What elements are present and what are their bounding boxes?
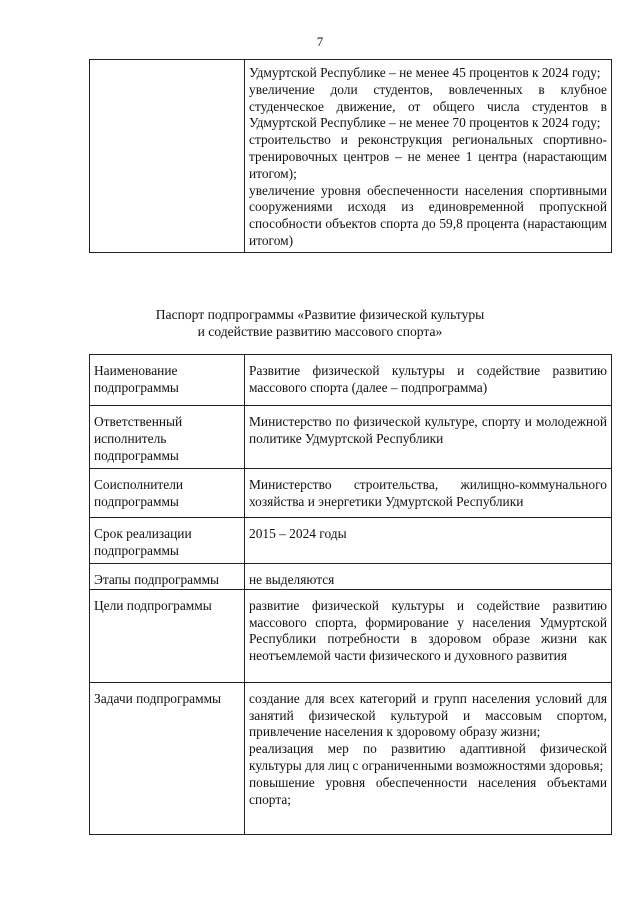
task-line: создание для всех категорий и групп населения условий для занятий физической культурой и массовым спортом, привлечение населения к здоровому образу жизни; (249, 690, 607, 740)
row-label: Срок реализации подпрограммы (90, 518, 245, 564)
passport-table (89, 354, 612, 835)
row-value: 2015 – 2024 годы (245, 518, 612, 564)
task-line: повышение уровня обеспеченности населения объектами спорта; (249, 774, 607, 807)
row-value: Развитие физической культуры и содействие развитию массового спорта (далее – подпрограмма) (245, 355, 612, 406)
continued-label-cell (90, 60, 245, 253)
row-value: не выделяются (245, 564, 612, 590)
continued-value-cell (245, 60, 612, 253)
heading-line-2: и содействие развитию массового спорта» (197, 324, 443, 339)
heading-line-1: Паспорт подпрограммы «Развитие физической культуры (155, 307, 485, 322)
passport-row (90, 469, 612, 518)
passport-row (90, 518, 612, 564)
passport-row (90, 564, 612, 590)
passport-row (90, 406, 612, 469)
passport-row (90, 682, 612, 834)
indicator-line: увеличение доли студентов, вовлеченных в клубное студенческое движение, от общего числа студентов в Удмуртской Республике – не менее 70 процентов к 2024 году; (249, 81, 607, 131)
row-label: Цели подпрограммы (90, 589, 245, 682)
row-value: Министерство по физической культуре, спорту и молодежной политике Удмуртской Республики (245, 406, 612, 469)
subprogram-heading (0, 306, 640, 340)
row-label: Задачи подпрограммы (90, 682, 245, 834)
row-value: развитие физической культуры и содействие развитию массового спорта, формирование у населения Удмуртской Республики потребности в здоровом образе жизни как неотъемлемой части физического и духовного развития (245, 589, 612, 682)
indicator-line: увеличение уровня обеспеченности населения спортивными сооружениями исходя из единовременной пропускной способности объектов спорта до 59,8 процента (нарастающим итогом) (249, 182, 607, 248)
row-label: Наименование подпрограммы (90, 355, 245, 406)
indicator-line: строительство и реконструкция региональных спортивно-тренировочных центров – не менее 1 центра (нарастающим итогом); (249, 132, 607, 181)
indicator-line: Удмуртской Республике – не менее 45 процентов к 2024 году; (249, 65, 601, 80)
row-value: Министерство строительства, жилищно-коммунального хозяйства и энергетики Удмуртской Республики (245, 469, 612, 518)
row-value (245, 682, 612, 834)
continued-row (90, 60, 612, 253)
row-label: Соисполнители подпрограммы (90, 469, 245, 518)
task-line: реализация мер по развитию адаптивной физической культуры для лиц с ограниченными возможностями здоровья; (249, 741, 607, 773)
row-label: Этапы подпрограммы (90, 564, 245, 590)
page-number: 7 (316, 34, 324, 49)
passport-row (90, 589, 612, 682)
passport-row (90, 355, 612, 406)
continued-table (89, 59, 612, 253)
row-label: Ответственный исполнитель подпрограммы (90, 406, 245, 469)
